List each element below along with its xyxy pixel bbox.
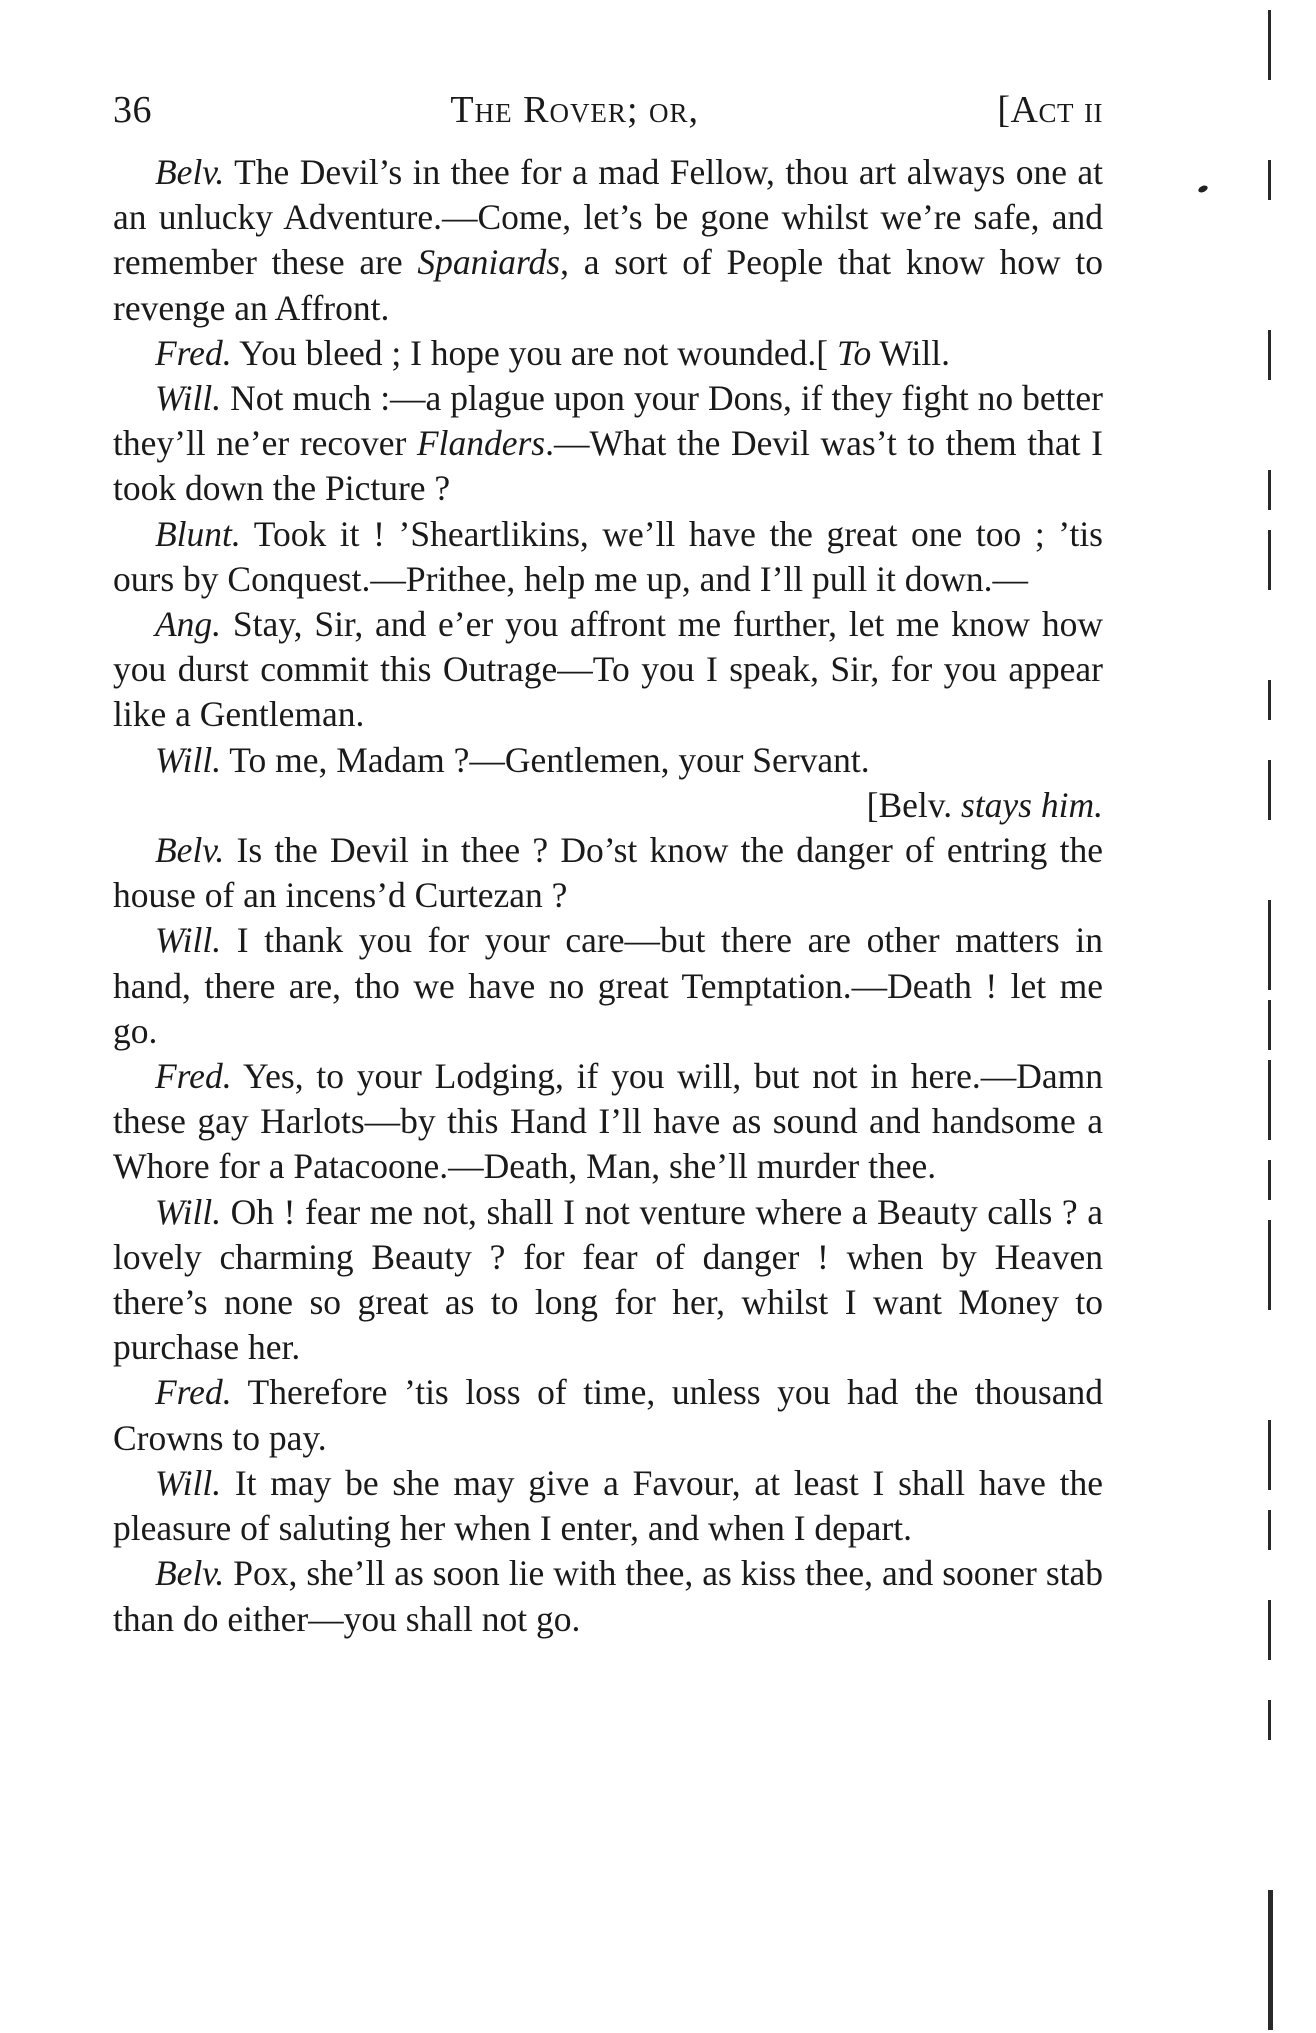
speaker-name: Belv. — [155, 1553, 225, 1594]
speaker-name: Will. — [155, 1191, 222, 1232]
speech-text: Oh ! fear me not, shall I not venture where a Beauty calls ? a lovely charming Beauty ? for fear of danger ! when by Heaven there’s none so great as to long for her, whilst I want Money to purchase her. — [113, 1191, 1103, 1368]
speaker-name: Ang. — [155, 604, 222, 645]
page-number: 36 — [113, 89, 152, 131]
speech — [113, 1551, 1103, 1641]
stage-direction — [113, 783, 1103, 828]
speech-text: Therefore ’tis loss of time, unless you had the thousand Crowns to pay. — [113, 1372, 1103, 1458]
speech — [113, 1190, 1103, 1371]
speech-text: Stay, Sir, and e’er you affront me further, let me know how you durst commit this Outrage—To you I speak, Sir, for you appear like a Gentleman. — [113, 604, 1103, 735]
speech-text: [Belv. — [866, 784, 961, 825]
speech-text: Will. — [871, 332, 950, 373]
speech — [113, 331, 1103, 376]
speech-text: Yes, to your Lodging, if you will, but not in here.—Damn these gay Harlots—by this Hand I’ll have as sound and handsome a Whore for a Patacoone.—Death, Man, she’ll murder thee. — [113, 1056, 1103, 1187]
speaker-name: Will. — [155, 920, 222, 961]
speech — [113, 376, 1103, 512]
speech — [113, 1461, 1103, 1551]
speech-text: To me, Madam ?—Gentlemen, your Servant. — [221, 739, 870, 780]
play-text — [113, 150, 1103, 1642]
italic-text: Spaniards — [417, 242, 561, 283]
speech — [113, 918, 1103, 1054]
speaker-name: Belv. — [155, 830, 225, 871]
speaker-name: Fred. — [155, 332, 232, 373]
speaker-name: Will. — [155, 1462, 222, 1503]
speech-text: The Devil’s in thee for a mad Fellow, thou art always one at an unlucky Adventure.—Come, let’s be gone whilst we’re safe, and remember these are — [113, 152, 1103, 283]
speaker-name: Fred. — [155, 1056, 232, 1097]
speech — [113, 828, 1103, 918]
speech — [113, 602, 1103, 738]
speaker-name: Belv. — [155, 152, 225, 192]
running-title: The Rover; or, — [450, 89, 700, 131]
scan-gutter-edge — [1264, 0, 1278, 2033]
speaker-name: Will. — [155, 378, 222, 419]
speech — [113, 1054, 1103, 1190]
speech-text: , a sort of People that know how to revenge an Affront. — [113, 242, 1103, 328]
speech — [113, 150, 1103, 331]
speaker-name: Will. — [155, 739, 222, 780]
italic-text: stays him. — [961, 784, 1103, 825]
speaker-name: Blunt. — [155, 513, 241, 554]
scan-speck — [1197, 184, 1209, 194]
speech-text: Pox, she’ll as soon lie with thee, as kiss thee, and sooner stab than do either—you shall not go. — [113, 1553, 1103, 1639]
speaker-name: Fred. — [155, 1372, 232, 1413]
speech-text: It may be she may give a Favour, at least I shall have the pleasure of saluting her when I enter, and when I depart. — [113, 1462, 1103, 1549]
act-marker: [Act ii — [997, 89, 1103, 131]
speech — [113, 1370, 1103, 1460]
running-head — [113, 88, 1103, 150]
italic-text: To — [836, 332, 872, 373]
italic-text: Flanders — [416, 423, 546, 464]
speech-text: Is the Devil in thee ? Do’st know the danger of entring the house of an incens’d Curtezan ? — [113, 830, 1103, 916]
speech — [113, 512, 1103, 602]
speech-text: I thank you for your care—but there are other matters in hand, there are, tho we have no great Temptation.—Death ! let me go. — [113, 920, 1103, 1051]
speech-text: You bleed ; I hope you are not wounded.[ — [231, 332, 837, 373]
speech-text: Took it ! ’Sheartlikins, we’ll have the great one too ; ’tis ours by Conquest.—Prithee, help me up, and I’ll pull it down.— — [113, 513, 1103, 599]
book-page — [113, 88, 1103, 1642]
speech-text: .—What the Devil was’t to them that I took down the Picture ? — [113, 423, 1103, 509]
speech-text: Not much :—a plague upon your Dons, if they fight no better they’ll ne’er recover — [113, 378, 1103, 464]
speech — [113, 738, 1103, 783]
